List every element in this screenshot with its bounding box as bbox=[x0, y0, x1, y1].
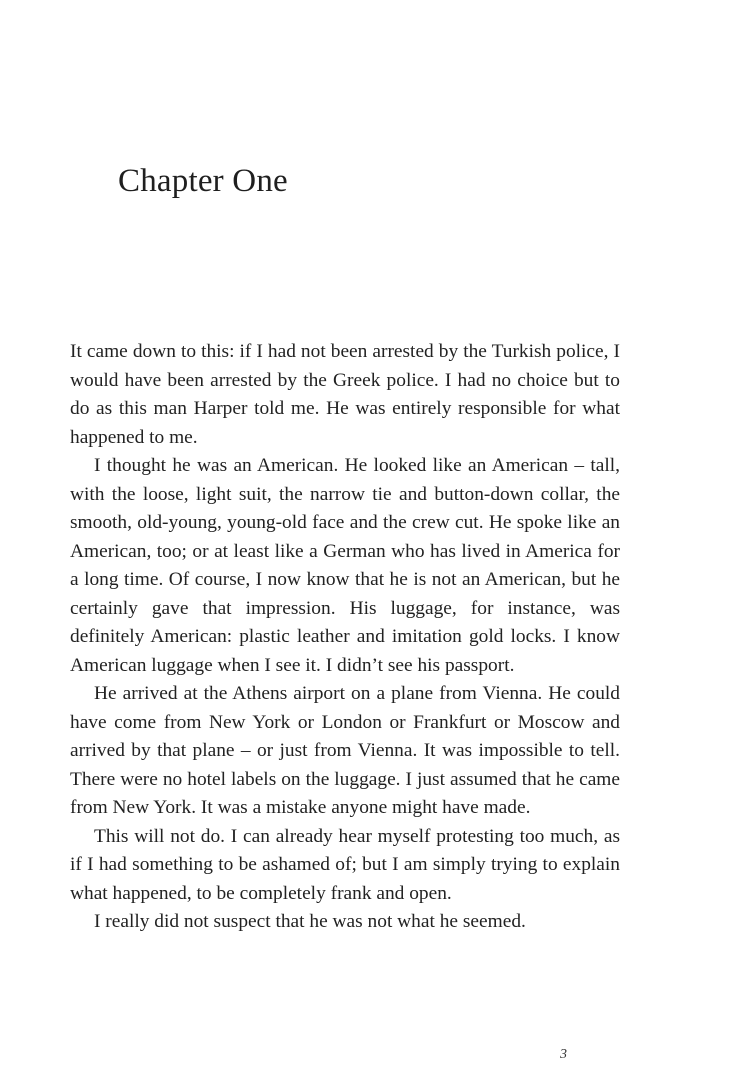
paragraph-1: It came down to this: if I had not been arrested by the Turkish police, I would have been arrested by the Greek police. I had no choice but to do as this man Harper told me. He was entirely responsible for what happened to me. bbox=[70, 341, 620, 448]
paragraph-5: I really did not suspect that he was not what he seemed. bbox=[94, 911, 526, 932]
chapter-title: Chapter One bbox=[118, 163, 288, 199]
paragraph-4: This will not do. I can already hear myself protesting too much, as if I had something to be ashamed of; but I am simply trying to explain what happened, to be completely frank and open. bbox=[70, 825, 620, 904]
page-number: 3 bbox=[560, 1047, 567, 1062]
paragraph-3: He arrived at the Athens airport on a plane from Vienna. He could have come from New York or London or Frankfurt or Moscow and arrived by that plane – or just from Vienna. It was impossible to tell. There were no hotel labels on the luggage. I just assumed that he came from New York. It was a mistake anyone might have made. bbox=[70, 683, 620, 818]
paragraph-2: I thought he was an American. He looked like an American – tall, with the loose, light suit, the narrow tie and button-down collar, the smooth, old-young, young-old face and the crew cut. He spoke like an American, too; or at least like a German who has lived in America for a long time. Of course, I now know that he is not an American, but he certainly gave that impression. His luggage, for instance, was definitely American: plastic leather and imitation gold locks. I know American luggage when I see it. I didn’t see his passport. bbox=[70, 455, 620, 676]
chapter-body bbox=[70, 338, 620, 937]
